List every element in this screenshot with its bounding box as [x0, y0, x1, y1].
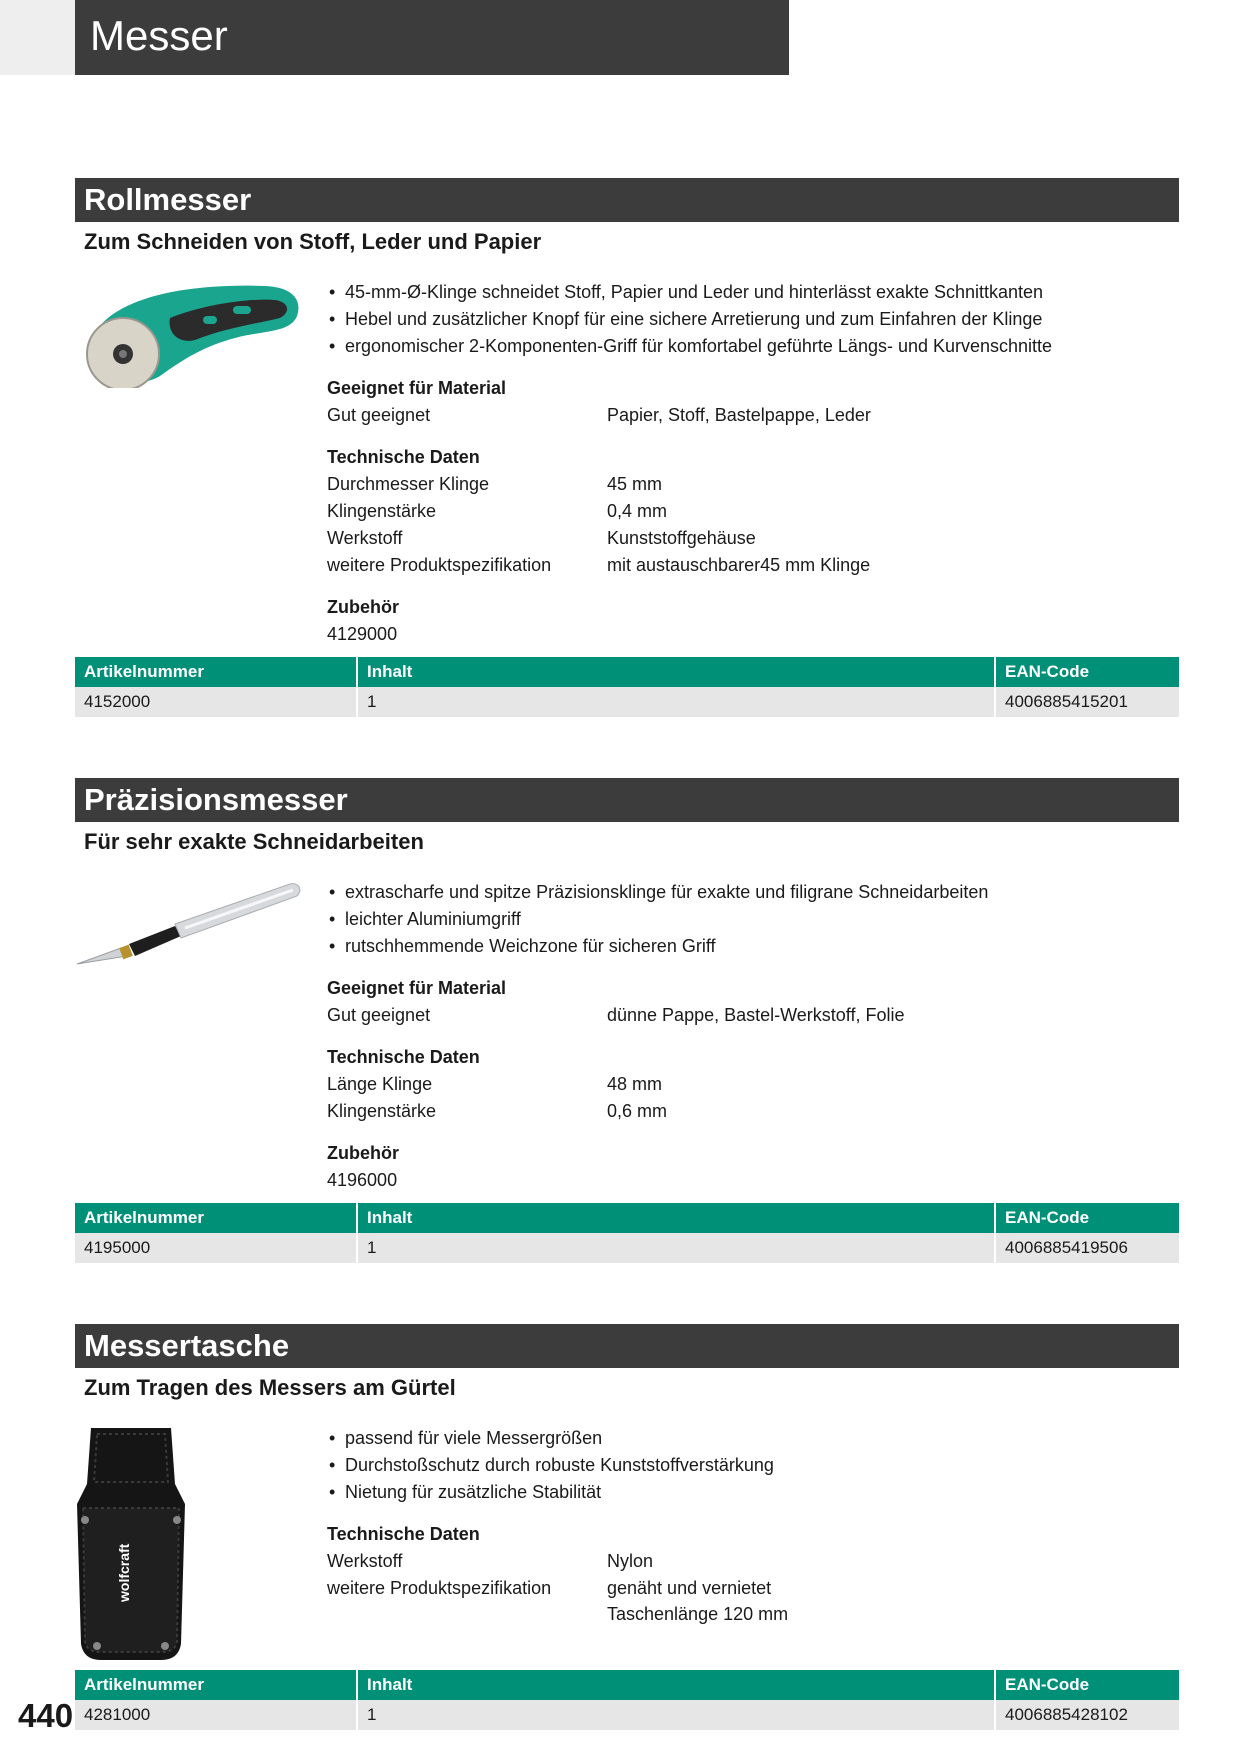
feature-item: • rutschhemmende Weichzone für sicheren Griff: [327, 933, 1179, 960]
table-header-row: [75, 657, 1179, 687]
accessory-value: 4196000: [327, 1170, 398, 1190]
spec-value: dünne Pappe, Bastel-Werkstoff, Folie: [607, 1005, 905, 1025]
section-subtitle: Zum Schneiden von Stoff, Leder und Papier: [84, 229, 542, 254]
feature-item: • Nietung für zusätzliche Stabilität: [327, 1479, 1179, 1506]
article-ean: 4006885428102: [995, 1700, 1179, 1730]
accessory-number: [327, 1167, 1179, 1194]
feature-item: • 45-mm-Ø-Klinge schneidet Stoff, Papier und Leder und hinterlässt exakte Schnittkanten: [327, 279, 1179, 306]
header-ean: EAN-Code: [995, 1203, 1179, 1233]
spec-value: Kunststoffgehäuse: [607, 528, 756, 548]
article-table: [75, 1670, 1179, 1730]
feature-item: • Hebel und zusätzlicher Knopf für eine sichere Arretierung und zum Einfahren der Klinge: [327, 306, 1179, 333]
spec-value: mit austauschbarer45 mm Klinge: [607, 555, 871, 575]
article-content: 1: [357, 1233, 995, 1263]
accessory-heading: Zubehör: [327, 597, 399, 617]
spec-label: Klingenstärke: [327, 501, 437, 521]
section-title: Messertasche: [84, 1328, 290, 1363]
spec-label: weitere Produktspezifikation: [327, 1578, 552, 1598]
header-article: Artikelnummer: [75, 657, 357, 687]
product-details: [327, 279, 1179, 648]
accessory-heading: Zubehör: [327, 1143, 399, 1163]
spec-label: weitere Produktspezifikation: [327, 555, 552, 575]
accessory-value: 4129000: [327, 624, 398, 644]
article-ean: 4006885419506: [995, 1233, 1179, 1263]
material-heading: Geeignet für Material: [327, 378, 507, 398]
feature-item: • leichter Aluminiumgriff: [327, 906, 1179, 933]
spec-value-line: genäht und vernietet: [607, 1578, 772, 1598]
spec-label: Gut geeignet: [327, 1005, 431, 1025]
article-content: 1: [357, 1700, 995, 1730]
feature-item: • ergonomischer 2-Komponenten-Griff für komfortabel geführte Längs- und Kurvenschnitte: [327, 333, 1179, 360]
material-heading: Geeignet für Material: [327, 978, 507, 998]
spec-label: Gut geeignet: [327, 405, 431, 425]
spec-value: 48 mm: [607, 1074, 663, 1094]
section-title-bar: [75, 178, 1179, 222]
spec-row: [327, 1002, 1179, 1029]
page-number: 440: [18, 1697, 74, 1734]
chapter-header: [75, 0, 789, 75]
section-title: Präzisionsmesser: [84, 782, 348, 817]
chapter-title: Messer: [90, 12, 228, 59]
header-ean: EAN-Code: [995, 657, 1179, 687]
section-rollmesser: [75, 178, 1179, 711]
spec-label: Werkstoff: [327, 1551, 403, 1571]
table-header-row: [75, 1203, 1179, 1233]
feature-item: • Durchstoßschutz durch robuste Kunststoffverstärkung: [327, 1452, 1179, 1479]
header-article: Artikelnummer: [75, 1203, 357, 1233]
tech-heading: Technische Daten: [327, 447, 480, 467]
section-subtitle: Für sehr exakte Schneidarbeiten: [84, 829, 424, 854]
article-number: 4281000: [75, 1700, 357, 1730]
spec-value-line: Taschenlänge 120 mm: [607, 1604, 789, 1624]
spec-row: [327, 1548, 1179, 1575]
spec-row: [327, 1098, 1179, 1125]
precision-knife-image: [75, 878, 305, 968]
feature-list: [327, 279, 1179, 360]
spec-row: [327, 471, 1179, 498]
header-article: Artikelnummer: [75, 1670, 357, 1700]
spec-row: [327, 552, 1179, 579]
section-messertasche: [75, 1324, 1179, 1724]
header-content: Inhalt: [357, 657, 995, 687]
section-praezisionsmesser: [75, 778, 1179, 1257]
spec-value: 0,4 mm: [607, 501, 668, 521]
article-table: [75, 657, 1179, 717]
feature-list: [327, 1425, 1179, 1506]
corner-tab: [0, 0, 75, 75]
spec-label: Werkstoff: [327, 528, 403, 548]
table-row: [75, 1233, 1179, 1263]
table-header-row: [75, 1670, 1179, 1700]
brand-logo-text: wolfcraft: [116, 1543, 132, 1602]
spec-row: [327, 498, 1179, 525]
header-content: Inhalt: [357, 1670, 995, 1700]
article-number: 4195000: [75, 1233, 357, 1263]
product-details: [327, 1425, 1179, 1627]
spec-row: [327, 1575, 1179, 1627]
section-subtitle: Zum Tragen des Messers am Gürtel: [84, 1375, 456, 1400]
spec-value: 0,6 mm: [607, 1101, 668, 1121]
spec-value: Papier, Stoff, Bastelpappe, Leder: [607, 405, 871, 425]
table-row: [75, 687, 1179, 717]
header-ean: EAN-Code: [995, 1670, 1179, 1700]
header-content: Inhalt: [357, 1203, 995, 1233]
knife-pouch-image: [75, 1424, 187, 1664]
feature-item: • extrascharfe und spitze Präzisionsklinge für exakte und filigrane Schneidarbeiten: [327, 879, 1179, 906]
tech-heading: Technische Daten: [327, 1524, 480, 1544]
spec-label: Länge Klinge: [327, 1074, 433, 1094]
article-number: 4152000: [75, 687, 357, 717]
spec-value: Nylon: [607, 1551, 654, 1571]
feature-list: [327, 879, 1179, 960]
table-row: [75, 1700, 1179, 1730]
spec-value: 45 mm: [607, 474, 663, 494]
spec-label: Klingenstärke: [327, 1101, 437, 1121]
section-title-bar: [75, 778, 1179, 822]
section-title: Rollmesser: [84, 182, 252, 217]
section-title-bar: [75, 1324, 1179, 1368]
accessory-number: [327, 621, 1179, 648]
spec-row: [327, 525, 1179, 552]
spec-row: [327, 402, 1179, 429]
feature-item: • passend für viele Messergrößen: [327, 1425, 1179, 1452]
rotary-cutter-image: [75, 278, 305, 388]
tech-heading: Technische Daten: [327, 1047, 480, 1067]
spec-row: [327, 1071, 1179, 1098]
product-details: [327, 879, 1179, 1194]
article-table: [75, 1203, 1179, 1263]
article-ean: 4006885415201: [995, 687, 1179, 717]
spec-label: Durchmesser Klinge: [327, 474, 490, 494]
article-content: 1: [357, 687, 995, 717]
spec-value: [607, 1575, 1179, 1627]
